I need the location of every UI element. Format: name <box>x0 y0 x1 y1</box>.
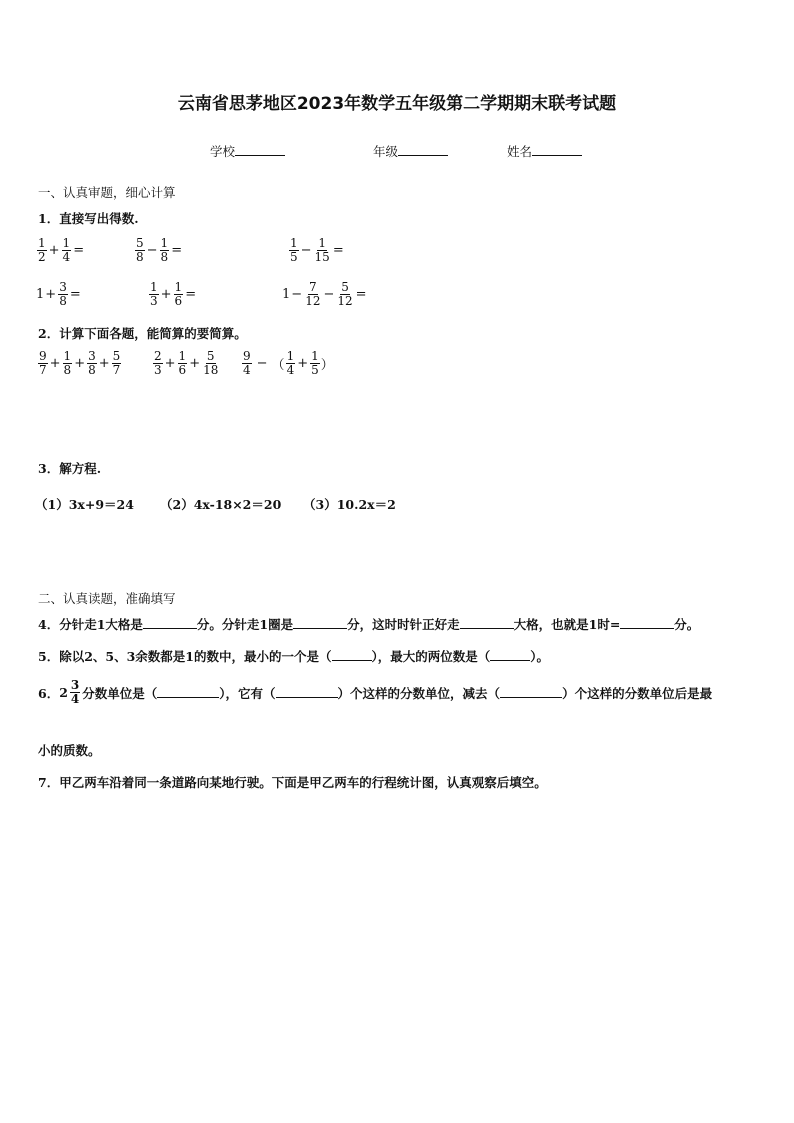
answer-blank[interactable] <box>332 650 372 661</box>
fraction <box>178 350 188 377</box>
fraction-denominator: 18 <box>203 363 219 377</box>
fraction-denominator: 7 <box>39 363 47 377</box>
fraction-denominator: 6 <box>178 363 187 377</box>
operator: + <box>189 356 201 371</box>
grade-blank[interactable] <box>398 145 448 156</box>
q2-label: 2．计算下面各题，能简算的要简算。 <box>38 326 247 341</box>
fraction-numerator: 5 <box>136 236 144 250</box>
fraction <box>310 350 320 377</box>
fraction <box>336 281 353 308</box>
answer-blank[interactable] <box>143 618 197 629</box>
fraction <box>62 237 72 264</box>
fraction <box>314 237 331 264</box>
operator: = <box>73 243 85 258</box>
question-text: ），它有（ <box>219 685 276 701</box>
fraction <box>112 350 122 377</box>
question-text: 分。 <box>674 617 700 632</box>
operator: = <box>332 243 344 258</box>
school-label: 学校 <box>210 144 236 159</box>
fraction <box>153 350 163 377</box>
q2-expression-3 <box>241 350 334 377</box>
fraction-numerator: 3 <box>59 280 67 294</box>
question-text: ）个这样的分数单位，减去（ <box>337 685 501 701</box>
question-text: 分。分针走1圈是 <box>196 617 294 632</box>
question-text: ）个这样的分数单位后是最 <box>562 685 713 701</box>
fraction-denominator: 8 <box>160 250 169 264</box>
question-text: ）。 <box>530 649 550 664</box>
fraction <box>174 281 184 308</box>
fraction-numerator: 1 <box>286 349 295 363</box>
fraction-denominator: 4 <box>243 363 251 377</box>
operator: − <box>291 287 303 302</box>
fraction <box>37 237 47 264</box>
fraction-numerator: 1 <box>150 280 158 294</box>
fraction-denominator: 12 <box>305 294 321 308</box>
fraction-numerator: 1 <box>63 349 72 363</box>
grade-field[interactable] <box>373 142 448 160</box>
answer-blank[interactable] <box>157 687 219 698</box>
fraction-denominator: 4 <box>286 363 295 377</box>
operator: = <box>355 287 367 302</box>
question-text: 6． <box>38 685 60 701</box>
fraction <box>242 350 252 377</box>
operator: + <box>98 356 110 371</box>
equation-2: （2）4x-18×2＝20 <box>160 497 282 512</box>
fraction-denominator: 7 <box>112 363 121 377</box>
fraction-numerator: 1 <box>62 236 71 250</box>
fraction-numerator: 1 <box>178 349 187 363</box>
fraction <box>135 237 145 264</box>
operator: = <box>69 287 81 302</box>
fraction-denominator: 3 <box>150 294 158 308</box>
grade-label: 年级 <box>373 144 399 159</box>
fraction-numerator: 7 <box>309 280 317 294</box>
fraction <box>202 350 219 377</box>
operator: + <box>164 356 176 371</box>
answer-blank[interactable] <box>276 687 338 698</box>
fraction-numerator: 1 <box>318 236 326 250</box>
q2-expression-2 <box>152 350 220 377</box>
question-text: 分，这时时针正好走 <box>347 617 460 632</box>
answer-blank[interactable] <box>620 618 674 629</box>
q1-row2-b <box>148 281 197 308</box>
q2-expression-1 <box>37 350 122 377</box>
fraction-denominator: 4 <box>70 692 80 706</box>
fraction-denominator: 12 <box>337 294 353 308</box>
fraction <box>160 237 170 264</box>
answer-blank[interactable] <box>293 618 347 629</box>
fraction-denominator: 6 <box>174 294 183 308</box>
fraction-numerator: 2 <box>154 349 162 363</box>
fraction-denominator: 8 <box>88 363 96 377</box>
term: 1 <box>36 287 45 302</box>
operator: + <box>48 243 60 258</box>
fraction-numerator: 1 <box>290 236 298 250</box>
q5 <box>38 647 549 665</box>
fraction <box>70 679 80 706</box>
fraction <box>286 350 296 377</box>
equation-3: （3）10.2x＝2 <box>303 497 396 512</box>
fraction-numerator: 1 <box>160 236 169 250</box>
operator: − <box>323 287 335 302</box>
q7: 7．甲乙两车沿着同一条道路向某地行驶。下面是甲乙两车的行程统计图，认真观察后填空。 <box>38 775 547 790</box>
fraction-denominator: 5 <box>290 250 298 264</box>
answer-blank[interactable] <box>500 687 562 698</box>
fraction-numerator: 1 <box>174 280 183 294</box>
name-blank[interactable] <box>532 145 582 156</box>
name-field[interactable] <box>507 142 582 160</box>
fraction-numerator: 5 <box>206 349 215 363</box>
q1-row1-a <box>36 237 85 264</box>
parenthesis: （ <box>271 358 285 373</box>
q1-row2-c <box>282 281 368 308</box>
q1-row1-c <box>288 237 345 264</box>
operator: = <box>171 243 183 258</box>
q1-row1-b <box>134 237 183 264</box>
operator: + <box>45 287 57 302</box>
answer-blank[interactable] <box>490 650 530 661</box>
operator: + <box>49 356 61 371</box>
page-title: 云南省思茅地区2023年数学五年级第二学期期末联考试题 <box>177 94 617 114</box>
school-field[interactable] <box>210 142 285 160</box>
fraction-denominator: 15 <box>314 250 330 264</box>
q4 <box>38 615 699 633</box>
fraction-numerator: 3 <box>70 678 80 692</box>
operator: + <box>160 287 172 302</box>
q6 <box>38 679 712 706</box>
fraction <box>149 281 159 308</box>
operator: + <box>74 356 86 371</box>
fraction <box>63 350 73 377</box>
fraction-numerator: 1 <box>38 236 46 250</box>
term: 1 <box>282 287 291 302</box>
operator: + <box>297 356 309 371</box>
fraction-numerator: 9 <box>39 349 47 363</box>
q1-row2-a <box>36 281 82 308</box>
question-text: 2 <box>59 685 68 700</box>
section1-heading: 一、认真审题，细心计算 <box>38 185 176 200</box>
parenthesis: ） <box>320 358 334 373</box>
fraction-denominator: 5 <box>311 363 319 377</box>
section2-heading: 二、认真读题，准确填写 <box>38 591 176 606</box>
answer-blank[interactable] <box>460 618 514 629</box>
question-text: ），最大的两位数是（ <box>371 649 491 664</box>
fraction <box>58 281 68 308</box>
operator: − <box>146 243 158 258</box>
operator: − <box>300 243 312 258</box>
fraction-numerator: 1 <box>311 349 319 363</box>
operator: = <box>185 287 197 302</box>
fraction-denominator: 2 <box>38 250 46 264</box>
fraction-denominator: 3 <box>154 363 162 377</box>
equation-1: （1）3x+9＝24 <box>35 497 134 512</box>
question-text: 分数单位是（ <box>82 685 158 701</box>
fraction-denominator: 8 <box>136 250 144 264</box>
fraction-denominator: 4 <box>62 250 71 264</box>
q3-label: 3．解方程. <box>38 461 102 476</box>
q1-label: 1．直接写出得数. <box>38 211 139 226</box>
q6-continued: 小的质数。 <box>38 743 101 758</box>
fraction-numerator: 3 <box>88 349 96 363</box>
question-text: 大格，也就是1时= <box>513 617 621 632</box>
school-blank[interactable] <box>235 145 285 156</box>
fraction <box>87 350 97 377</box>
fraction <box>38 350 48 377</box>
fraction-numerator: 9 <box>243 349 251 363</box>
fraction <box>289 237 299 264</box>
question-text: 4．分针走1大格是 <box>38 617 143 632</box>
fraction-denominator: 8 <box>63 363 72 377</box>
fraction-numerator: 5 <box>341 280 349 294</box>
operator: − <box>256 356 268 371</box>
fraction-numerator: 5 <box>112 349 121 363</box>
question-text: 5．除以2、5、3余数都是1的数中，最小的一个是（ <box>38 649 332 664</box>
name-label: 姓名 <box>507 144 533 159</box>
fraction <box>304 281 321 308</box>
fraction-denominator: 8 <box>59 294 67 308</box>
